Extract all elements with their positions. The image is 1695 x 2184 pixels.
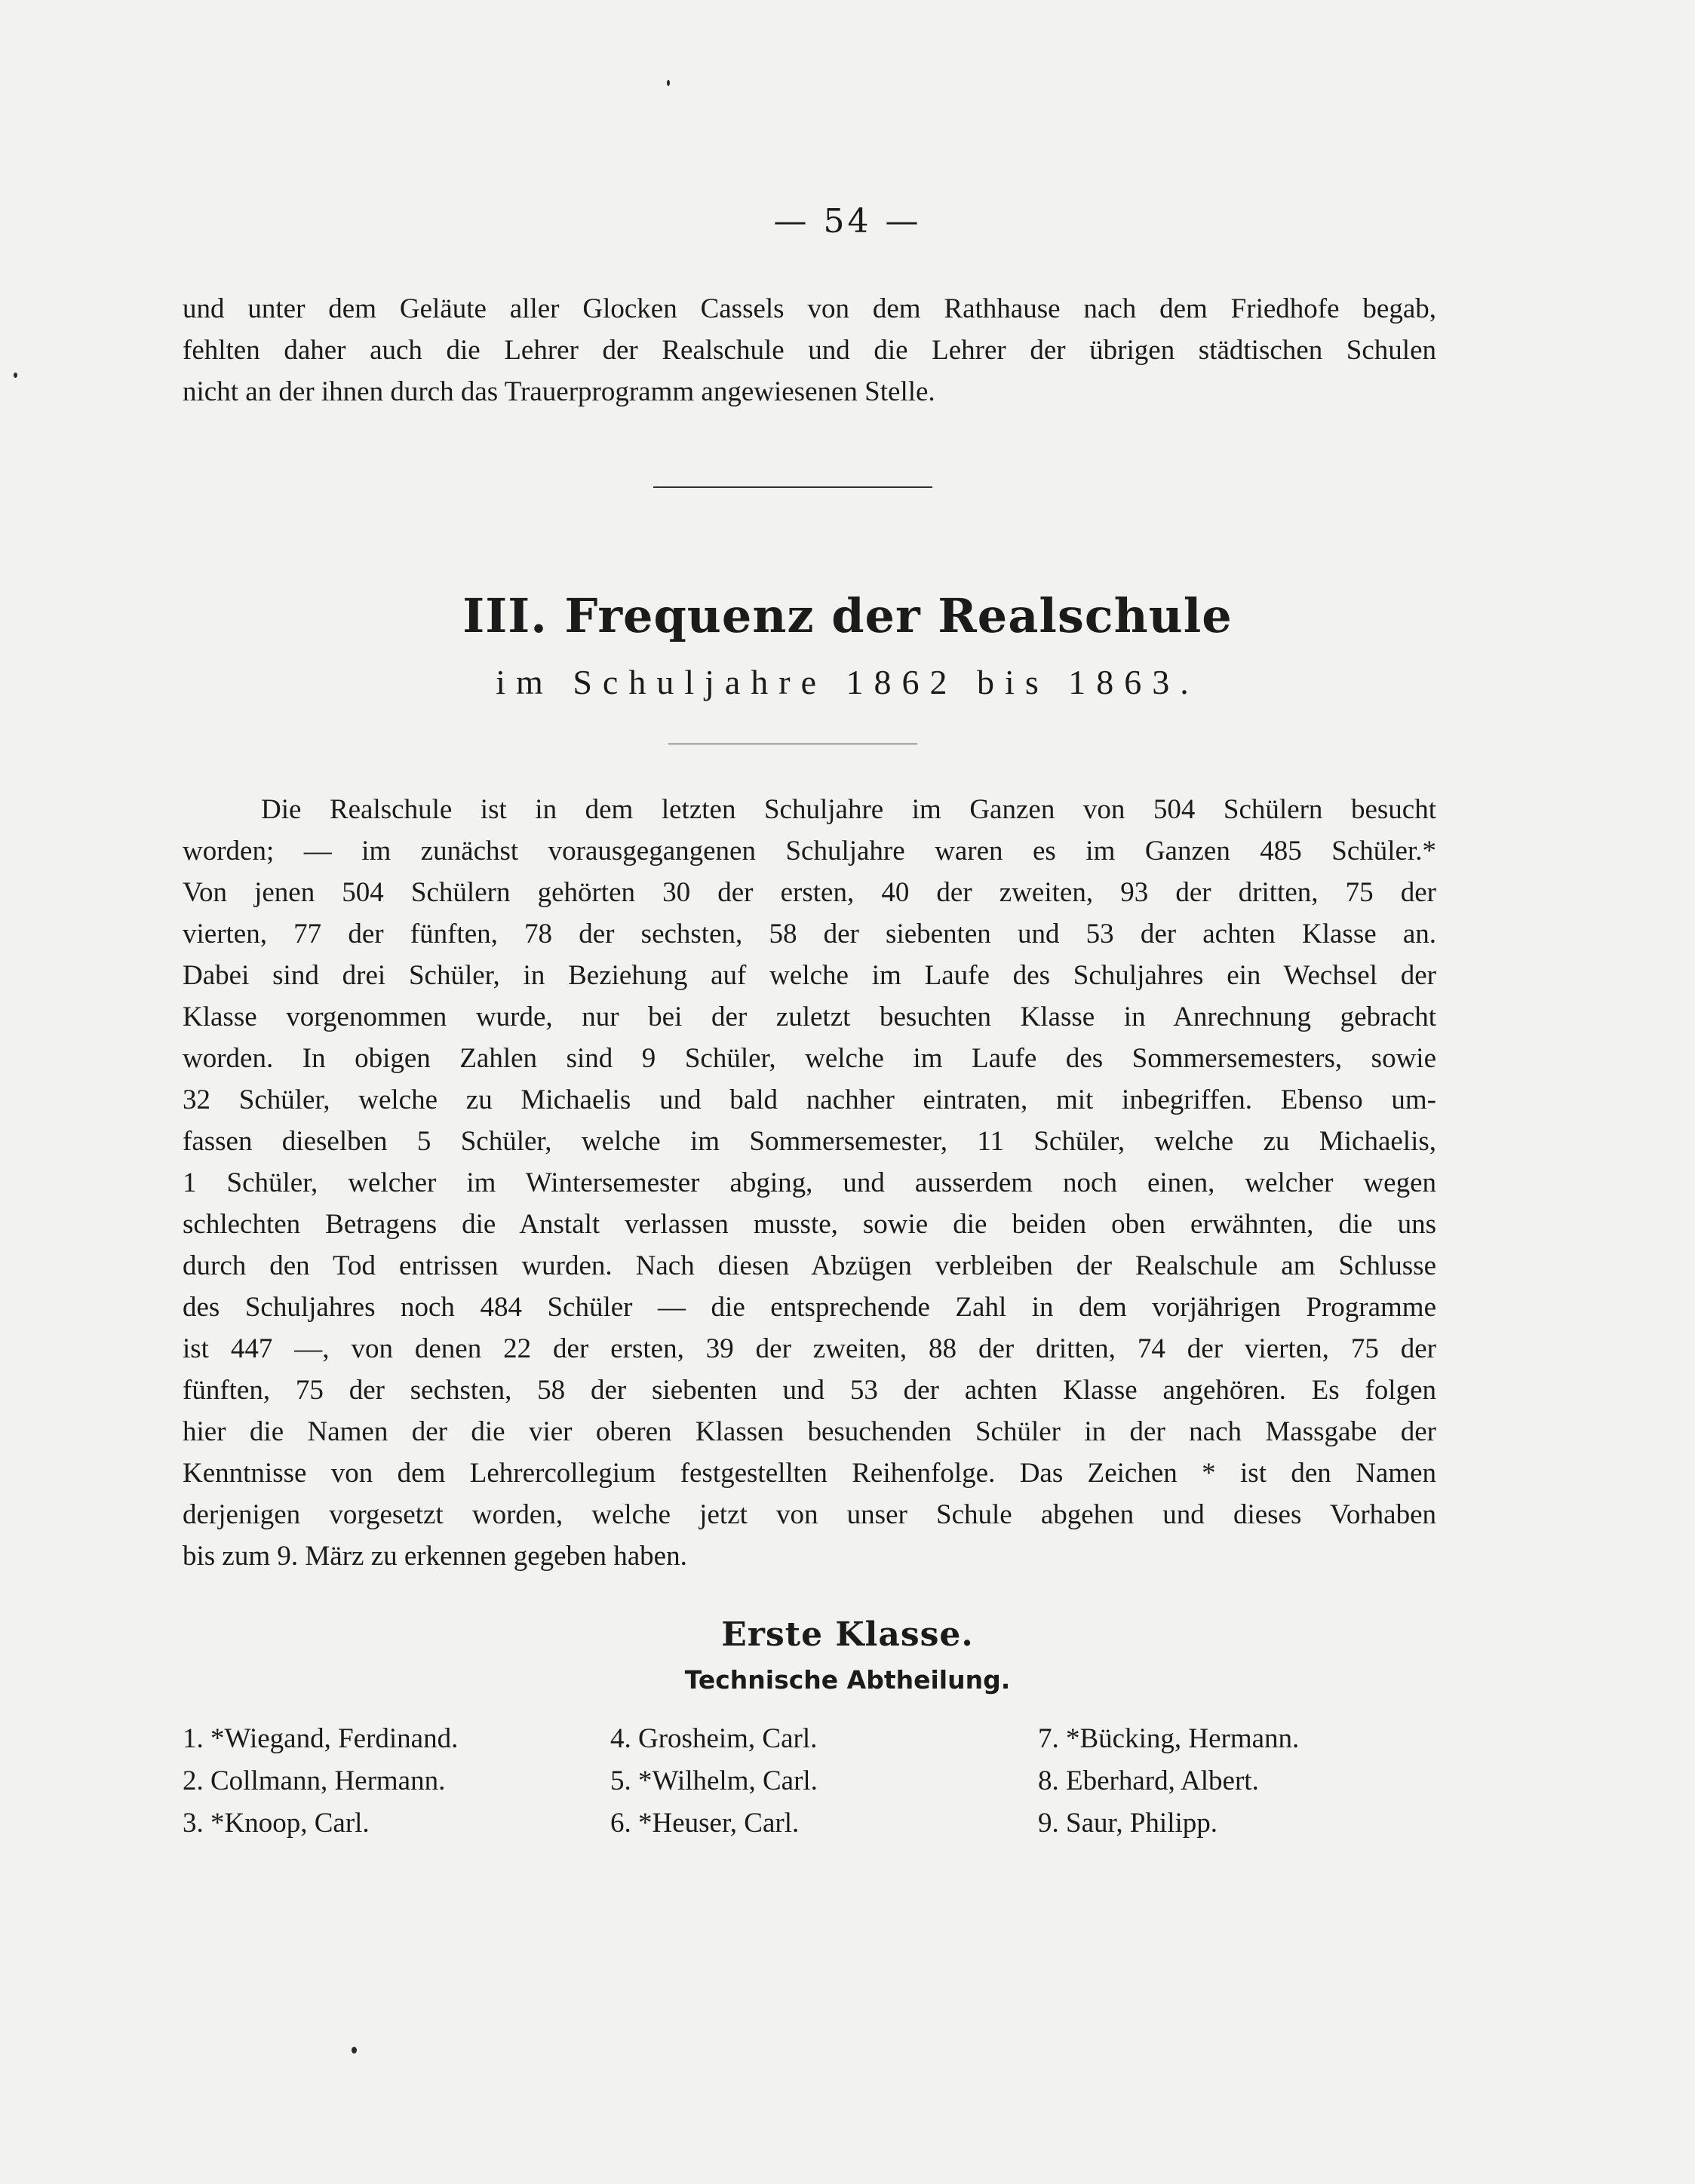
body-line: ist 447 —, von denen 22 der ersten, 39 der zweiten, 88 der dritten, 74 der vierten, 75 der [183, 1333, 1436, 1364]
body-line: worden. In obigen Zahlen sind 9 Schüler, welche im Laufe des Sommersemesters, sowie [183, 1043, 1436, 1074]
class-heading: Erste Klasse. [721, 1615, 974, 1654]
roster-column [610, 1718, 1018, 1845]
intro-paragraph [183, 288, 1436, 413]
section-subheading: im Schuljahre 1862 bis 1863. [496, 663, 1199, 701]
body-line: durch den Tod entrissen wurden. Nach diesen Abzügen verbleiben der Realschule am Schlusse [183, 1250, 1436, 1281]
intro-line: fehlten daher auch die Lehrer der Realschule und die Lehrer der übrigen städtischen Schulen [183, 335, 1436, 366]
student-entry: 6. *Heuser, Carl. [610, 1808, 800, 1839]
body-line: 1 Schüler, welcher im Wintersemester abging, und ausserdem noch einen, welcher wegen [183, 1167, 1436, 1198]
section-divider [653, 486, 932, 488]
roster-column [183, 1718, 590, 1845]
body-line: Dabei sind drei Schüler, in Beziehung auf welche im Laufe des Schuljahres ein Wechsel der [183, 960, 1436, 991]
body-line: schlechten Betragens die Anstalt verlassen musste, sowie die beiden oben erwähnten, die uns [183, 1209, 1436, 1240]
student-entry: 4. Grosheim, Carl. [610, 1723, 818, 1754]
body-line: Klasse vorgenommen wurde, nur bei der zuletzt besuchten Klasse in Anrechnung gebracht [183, 1002, 1436, 1032]
student-entry: 9. Saur, Philipp. [1038, 1808, 1218, 1839]
roster-column [1038, 1718, 1445, 1845]
body-line: worden; — im zunächst vorausgegangenen Schuljahre waren es im Ganzen 485 Schüler.* [183, 836, 1436, 867]
body-line: bis zum 9. März zu erkennen gegeben haben. [183, 1541, 687, 1572]
body-line: derjenigen vorgesetzt worden, welche jetzt von unser Schule abgehen und dieses Vorhaben [183, 1499, 1436, 1530]
student-entry: 7. *Bücking, Hermann. [1038, 1723, 1300, 1754]
body-line: hier die Namen der die vier oberen Klassen besuchenden Schüler in der nach Massgabe der [183, 1416, 1436, 1447]
paper-speck [667, 80, 670, 86]
body-line: Von jenen 504 Schülern gehörten 30 der ersten, 40 der zweiten, 93 der dritten, 75 der [183, 877, 1436, 908]
intro-line: und unter dem Geläute aller Glocken Cassels von dem Rathhause nach dem Friedhofe begab, [183, 293, 1436, 324]
body-line: 32 Schüler, welche zu Michaelis und bald nachher eintraten, mit inbegriffen. Ebenso um- [183, 1084, 1436, 1115]
body-line: vierten, 77 der fünften, 78 der sechsten, 58 der siebenten und 53 der achten Klasse an. [183, 919, 1436, 949]
paper-speck [14, 373, 17, 378]
body-line: fassen dieselben 5 Schüler, welche im Sommersemester, 11 Schüler, welche zu Michaelis, [183, 1126, 1436, 1157]
body-line: fünften, 75 der sechsten, 58 der siebenten und 53 der achten Klasse angehören. Es folgen [183, 1375, 1436, 1406]
division-heading: Technische Abtheilung. [684, 1665, 1011, 1695]
page-number: — 54 — [773, 202, 922, 241]
frequency-paragraph [183, 789, 1436, 1577]
student-entry: 5. *Wilhelm, Carl. [610, 1765, 818, 1796]
student-entry: 3. *Knoop, Carl. [183, 1808, 370, 1839]
student-entry: 2. Collmann, Hermann. [183, 1765, 446, 1796]
student-entry: 1. *Wiegand, Ferdinand. [183, 1723, 459, 1754]
body-line: Kenntnisse von dem Lehrercollegium festgestellten Reihenfolge. Das Zeichen * ist den Namen [183, 1458, 1436, 1489]
intro-line: nicht an der ihnen durch das Trauerprogramm angewiesenen Stelle. [183, 376, 935, 407]
paper-speck [352, 2047, 357, 2054]
student-entry: 8. Eberhard, Albert. [1038, 1765, 1259, 1796]
body-line: des Schuljahres noch 484 Schüler — die entsprechende Zahl in dem vorjährigen Programme [183, 1292, 1436, 1323]
section-heading: III. Frequenz der Realschule [462, 588, 1233, 643]
body-line: Die Realschule ist in dem letzten Schuljahre im Ganzen von 504 Schülern besucht [261, 794, 1436, 825]
